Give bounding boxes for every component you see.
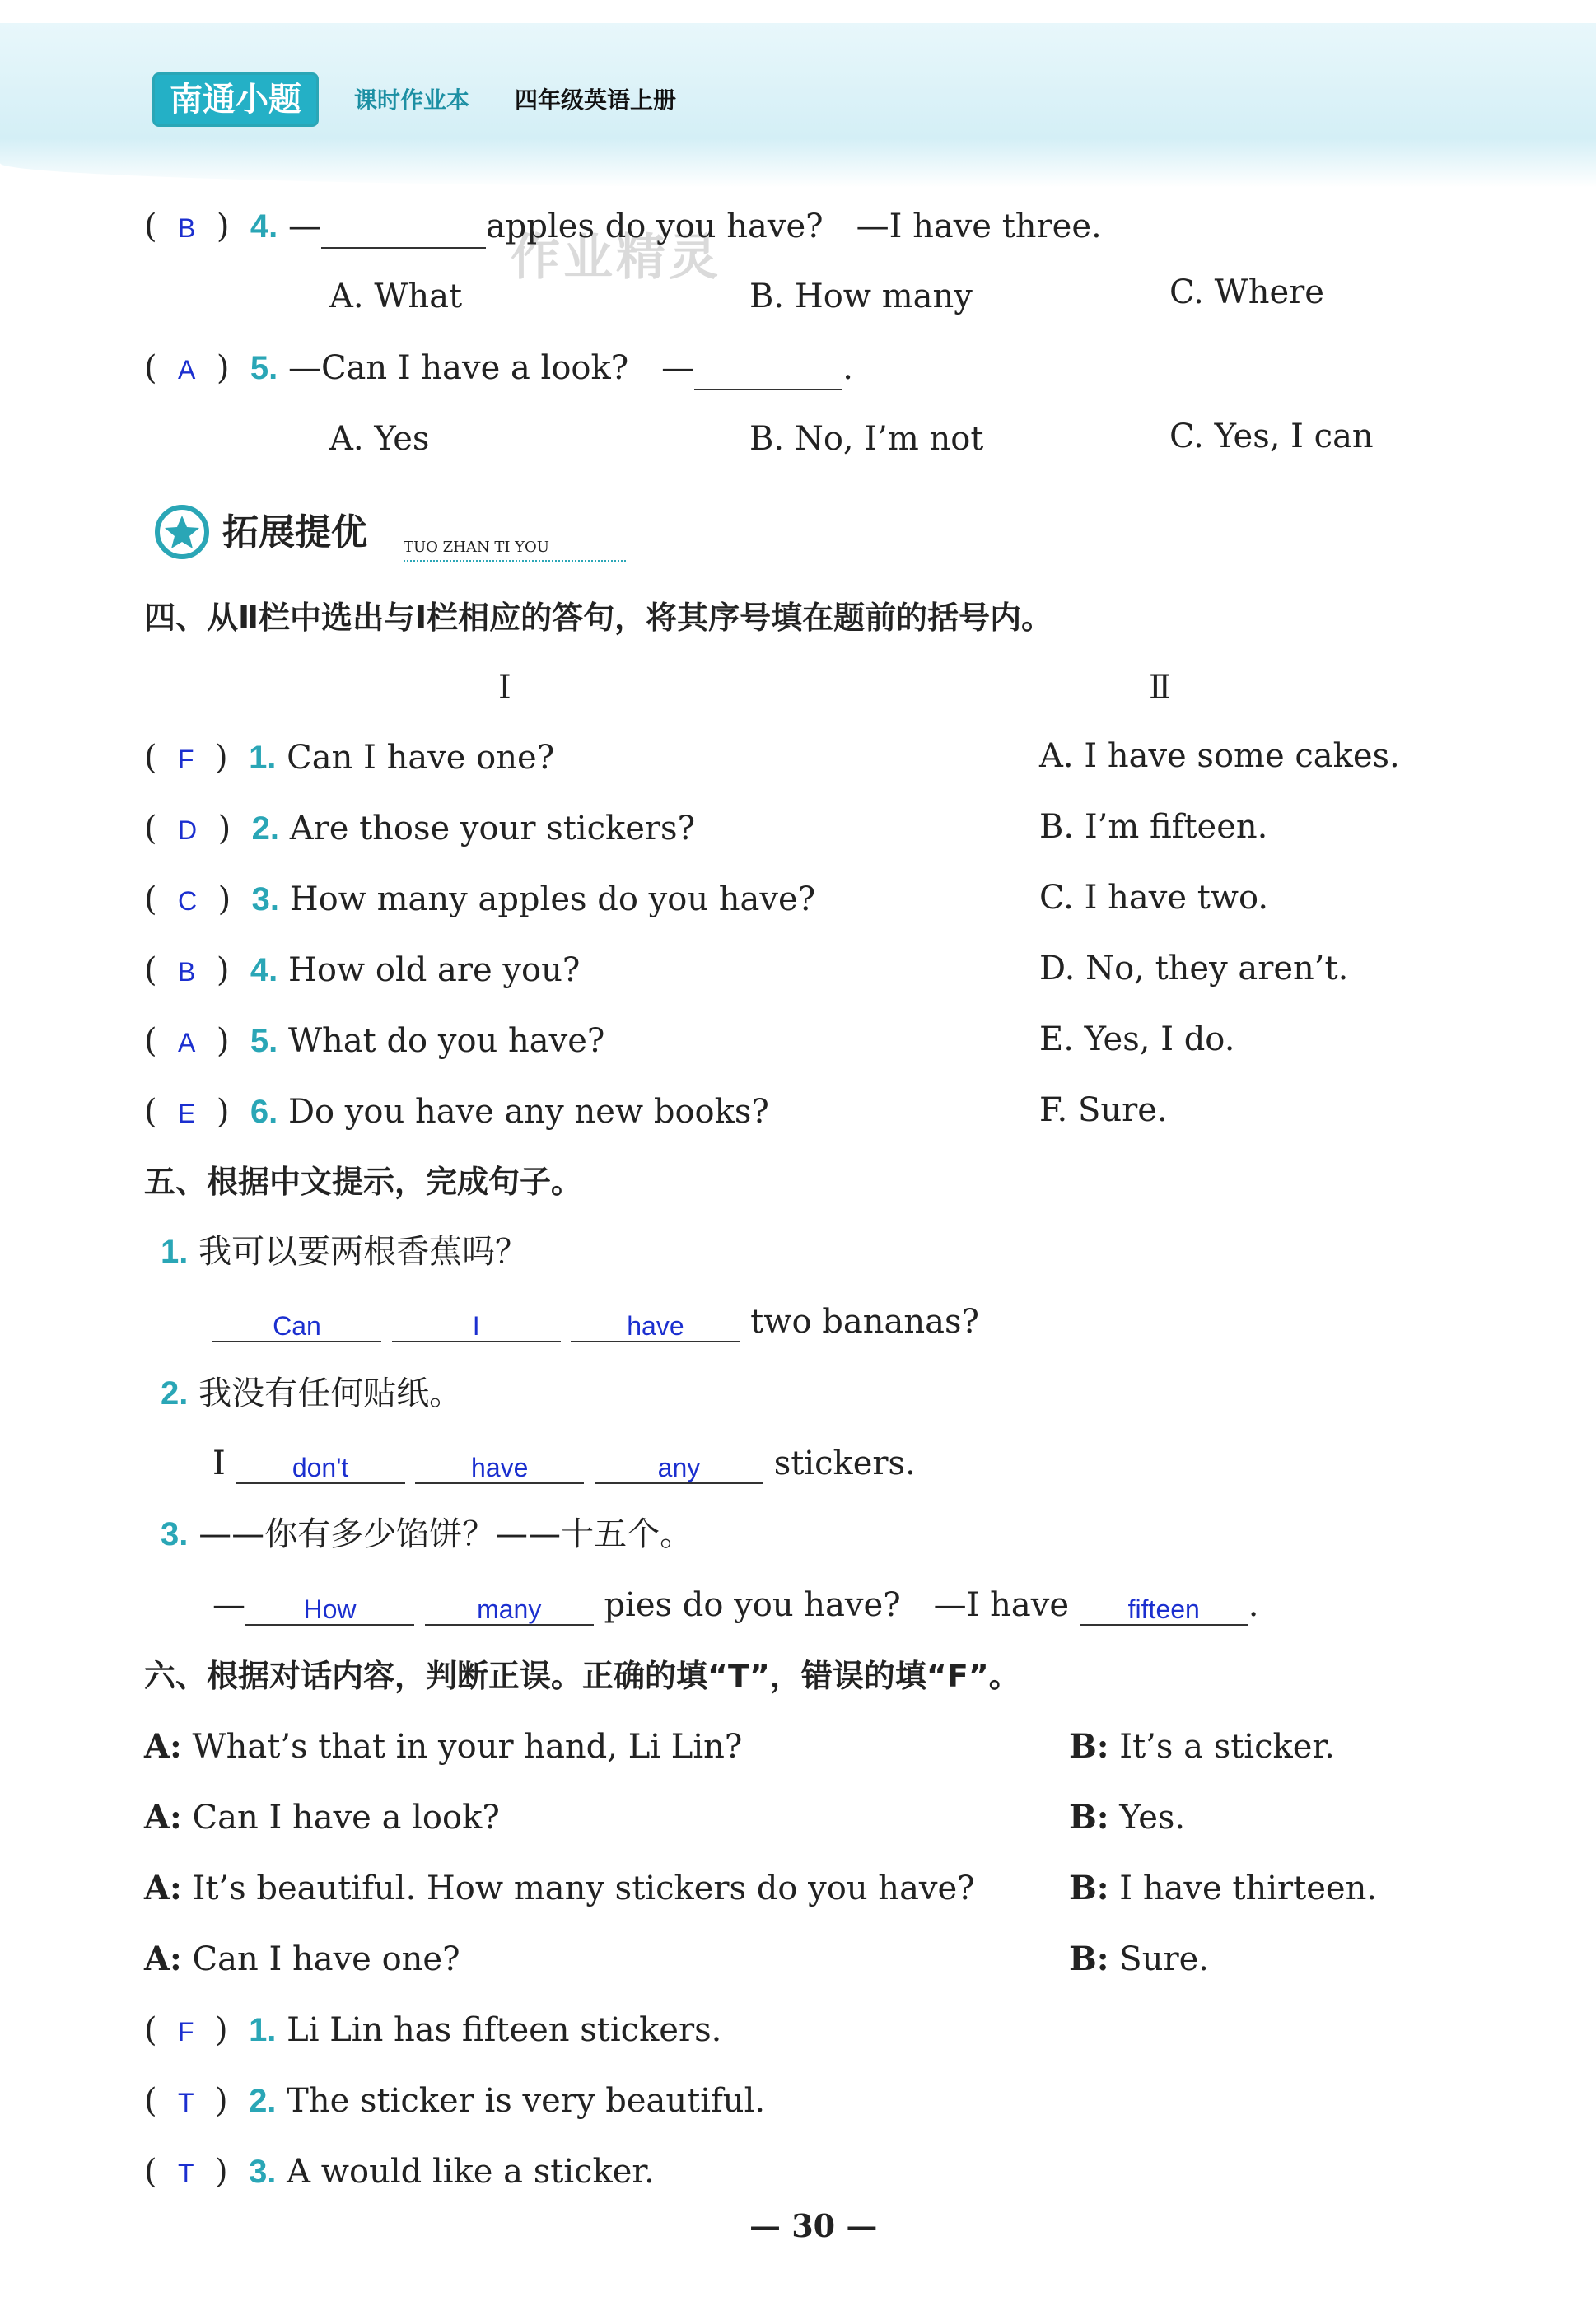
answer-line-3 (212, 1585, 1258, 1626)
question-text: Are those your stickers? (289, 810, 696, 847)
match-option: A. I have some cakes. (1039, 737, 1400, 775)
question-4: ( B ) 4. — apples do you have? —I have three. (144, 206, 1102, 249)
match-row: ( B ) 4. How old are you? (144, 951, 581, 989)
blank[interactable]: have (571, 1311, 740, 1342)
sentence-text: pies do you have? —I have (604, 1586, 1070, 1624)
chinese-prompt: 我可以要两根香蕉吗？ (198, 1233, 529, 1271)
blank[interactable]: have (415, 1453, 584, 1484)
prompt-1 (161, 1231, 528, 1272)
blank[interactable]: don't (236, 1453, 405, 1484)
blank[interactable]: any (595, 1453, 763, 1484)
question-text: How old are you? (287, 951, 581, 989)
answer: E (178, 1099, 196, 1128)
question-text: What do you have? (287, 1022, 605, 1060)
match-row: ( D ) 2. Are those your stickers? (144, 810, 696, 847)
sentence-text: — (212, 1586, 245, 1624)
question-text: apples do you have? —I have three. (485, 208, 1102, 245)
section-badge (152, 502, 218, 572)
match-row: ( E ) 6. Do you have any new books? (144, 1093, 769, 1131)
blank[interactable] (321, 247, 486, 249)
answer: T (178, 2088, 194, 2117)
sentence-text: . (1248, 1586, 1259, 1624)
option-b: B. No, I’m not (749, 420, 984, 458)
match-option: F. Sure. (1039, 1091, 1168, 1129)
statement-text: Li Lin has fifteen stickers. (287, 2011, 722, 2049)
answer: F (178, 2017, 194, 2047)
speaker-label: B: (1069, 1727, 1109, 1766)
star-icon (152, 502, 218, 568)
section-5-title: 五、根据中文提示，完成句子。 (144, 1164, 583, 1200)
question-number: 3. (161, 1516, 189, 1552)
option-c: C. Yes, I can (1169, 418, 1374, 455)
dialog-text: I have thirteen. (1119, 1870, 1378, 1907)
section-title: 拓展提优 (222, 511, 367, 553)
answer: D (178, 815, 198, 845)
option-b: B. How many (749, 278, 973, 315)
judge-row: ( F ) 1. Li Lin has fifteen stickers. (144, 2011, 722, 2049)
dialog-text: Can I have one? (192, 1940, 460, 1978)
question-number: 5. (250, 350, 278, 386)
answer: A (178, 355, 196, 385)
judge-row: ( T ) 2. The sticker is very beautiful. (144, 2082, 766, 2120)
chinese-prompt: 我没有任何贴纸。 (198, 1375, 463, 1412)
speaker-label: B: (1069, 1940, 1109, 1978)
question-number: 2. (161, 1375, 189, 1412)
match-option: B. I’m fifteen. (1039, 808, 1268, 846)
question-number: 2. (249, 2083, 277, 2119)
question-number: 1. (249, 740, 277, 776)
speaker-label: B: (1069, 1798, 1109, 1837)
section-4-title: 四、从Ⅱ栏中选出与Ⅰ栏相应的答句，将其序号填在题前的括号内。 (144, 600, 1053, 636)
question-number: 5. (250, 1023, 278, 1059)
dialog-text: Yes. (1119, 1799, 1186, 1837)
match-option: D. No, they aren’t. (1039, 950, 1349, 987)
sentence-text: stickers. (773, 1445, 916, 1482)
page-number: — 30 — (749, 2207, 878, 2244)
divider (404, 560, 626, 562)
prompt-2 (161, 1373, 462, 1414)
prompt-3 (161, 1514, 693, 1555)
dialog-text: What’s that in your hand, Li Lin? (192, 1728, 743, 1766)
option-c: C. Where (1169, 273, 1324, 311)
judge-row: ( T ) 3. A would like a sticker. (144, 2153, 655, 2191)
watermark: 作业精灵 (511, 229, 721, 287)
column-1-header: Ⅰ (498, 669, 511, 707)
blank[interactable]: I (392, 1311, 561, 1342)
speaker-label: B: (1069, 1869, 1109, 1907)
dialog-text: Sure. (1119, 1940, 1209, 1978)
series-name: 课时作业本 (354, 86, 470, 114)
dialog-b-1 (1069, 1726, 1335, 1767)
statement-text: The sticker is very beautiful. (287, 2082, 766, 2120)
dialog-a-2 (144, 1797, 500, 1838)
match-row: ( A ) 5. What do you have? (144, 1022, 605, 1060)
sentence-text: two bananas? (750, 1303, 979, 1341)
answer: C (178, 886, 198, 916)
match-option: C. I have two. (1039, 879, 1269, 917)
match-row: ( C ) 3. How many apples do you have? (144, 880, 816, 918)
question-number: 3. (249, 2154, 277, 2190)
question-number: 4. (250, 208, 278, 245)
question-text: —Can I have a look? — (287, 349, 695, 387)
dialog-a-4 (144, 1939, 460, 1980)
question-number: 3. (251, 881, 279, 917)
chinese-prompt: ——你有多少馅饼？——十五个。 (198, 1515, 693, 1553)
option-a: A. Yes (329, 420, 430, 458)
dialog-a-1 (144, 1726, 742, 1767)
answer-line-2 (212, 1443, 916, 1484)
statement-text: A would like a sticker. (287, 2153, 655, 2191)
question-number: 2. (251, 810, 279, 847)
section-pinyin: TUO ZHAN TI YOU (404, 539, 549, 556)
dialog-text: Can I have a look? (192, 1799, 500, 1837)
question-number: 4. (250, 952, 278, 988)
question-text: How many apples do you have? (289, 880, 816, 918)
dialog-b-2 (1069, 1797, 1185, 1838)
answer: B (178, 213, 196, 243)
answer: T (178, 2159, 194, 2188)
answer-line-1 (212, 1301, 979, 1342)
column-2-header: Ⅱ (1149, 669, 1172, 707)
dialog-b-3 (1069, 1868, 1377, 1909)
brand-logo: 南通小题 (152, 72, 319, 127)
blank[interactable] (694, 389, 842, 390)
grade-title: 四年级英语上册 (515, 86, 677, 114)
blank[interactable]: fifteen (1080, 1594, 1248, 1626)
question-5: ( A ) 5. —Can I have a look? — . (144, 348, 853, 390)
match-row: ( F ) 1. Can I have one? (144, 739, 555, 777)
question-number: 6. (250, 1094, 278, 1130)
question-text: Can I have one? (287, 739, 555, 777)
speaker-label: A: (144, 1940, 182, 1978)
question-number: 1. (161, 1234, 189, 1270)
answer: A (178, 1028, 196, 1057)
sentence-text: I (212, 1445, 226, 1482)
dialog-b-4 (1069, 1939, 1209, 1980)
answer: F (178, 745, 194, 774)
question-text: — (287, 208, 321, 245)
speaker-label: A: (144, 1798, 182, 1837)
blank[interactable]: many (425, 1594, 594, 1626)
question-text: Do you have any new books? (287, 1093, 769, 1131)
section-6-title: 六、根据对话内容，判断正误。正确的填“T”，错误的填“F”。 (144, 1658, 1020, 1694)
option-a: A. What (329, 278, 463, 315)
speaker-label: A: (144, 1727, 182, 1766)
dialog-text: It’s beautiful. How many stickers do you have? (192, 1870, 975, 1907)
blank[interactable]: How (245, 1594, 414, 1626)
question-number: 1. (249, 2012, 277, 2048)
match-option: E. Yes, I do. (1039, 1020, 1235, 1058)
answer: B (178, 957, 196, 987)
blank[interactable]: Can (212, 1311, 381, 1342)
speaker-label: A: (144, 1869, 182, 1907)
dialog-a-3 (144, 1868, 975, 1909)
question-text: . (842, 349, 853, 387)
dialog-text: It’s a sticker. (1119, 1728, 1335, 1766)
